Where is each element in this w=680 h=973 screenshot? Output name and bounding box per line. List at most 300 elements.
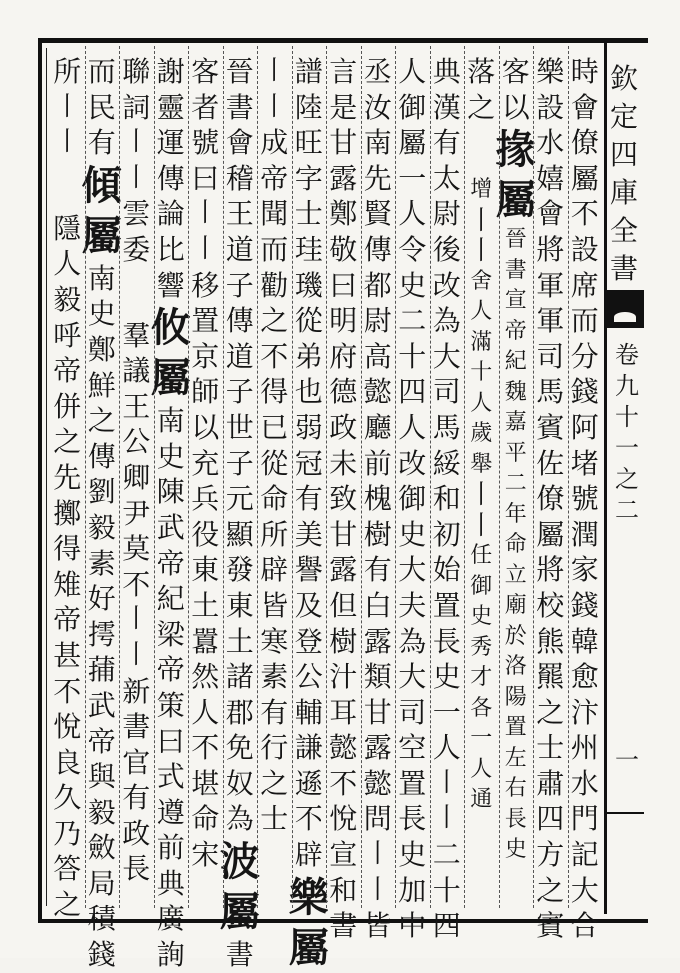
char: 樂 — [536, 55, 565, 88]
char: 併 — [53, 389, 82, 423]
char: 稽 — [225, 161, 254, 195]
char: 校 — [536, 588, 565, 622]
char: 一 — [432, 695, 461, 729]
char: 錢 — [570, 588, 599, 622]
char: 武 — [156, 510, 185, 544]
char: 之 — [467, 90, 496, 124]
char: 謙 — [294, 731, 323, 765]
char: 御 — [398, 482, 427, 516]
char: 乃 — [53, 816, 82, 850]
char: 不 — [53, 674, 82, 708]
char: 為 — [398, 624, 427, 658]
char: 子 — [225, 375, 254, 409]
char: 落 — [467, 55, 496, 88]
fish-tail-mark — [606, 290, 644, 328]
char: 屬 — [288, 923, 329, 971]
char: 甘 — [329, 126, 358, 160]
char: 晉 — [504, 227, 527, 253]
char: 軍 — [536, 268, 565, 302]
char: 樂 — [288, 873, 329, 921]
char: 隱 — [53, 211, 82, 245]
column-rule — [430, 46, 431, 908]
char: 擲 — [53, 496, 82, 530]
char: 但 — [329, 588, 358, 622]
char: 曰 — [329, 268, 358, 302]
char: 士 — [536, 731, 565, 765]
char: 雉 — [53, 567, 82, 601]
char: 王 — [225, 197, 254, 231]
char: 鄭 — [87, 332, 116, 366]
char: 家 — [570, 553, 599, 587]
char: 元 — [225, 482, 254, 516]
char: 王 — [122, 389, 151, 423]
char: 為 — [432, 304, 461, 338]
char: 汝 — [363, 90, 392, 124]
char: 傳 — [87, 439, 116, 473]
char: 與 — [87, 760, 116, 794]
char: 之 — [260, 766, 289, 800]
char: 斂 — [87, 831, 116, 865]
char: 所 — [53, 55, 82, 88]
char: 東 — [225, 588, 254, 622]
char: 致 — [329, 482, 358, 516]
char: 敬 — [329, 232, 358, 266]
char: 客 — [191, 55, 220, 88]
char: 比 — [156, 232, 185, 266]
char: 好 — [87, 582, 116, 616]
char: 而 — [570, 304, 599, 338]
char: 人 — [432, 731, 461, 765]
char: 謝 — [156, 55, 185, 88]
char: 所 — [260, 517, 289, 551]
char: 字 — [294, 161, 323, 195]
char: 平 — [504, 440, 527, 466]
char: 設 — [536, 90, 565, 124]
char: 有 — [122, 781, 151, 815]
char: 人 — [398, 55, 427, 88]
char: 宋 — [191, 838, 220, 872]
char: 遵 — [156, 795, 185, 829]
char: 置 — [504, 715, 527, 741]
char: 史 — [87, 297, 116, 331]
char: 水 — [536, 126, 565, 160]
char: 府 — [329, 339, 358, 373]
char: 囂 — [191, 624, 220, 658]
char: 行 — [260, 731, 289, 765]
char: 發 — [225, 553, 254, 587]
char: 十 — [432, 873, 461, 907]
column-rule — [361, 46, 362, 908]
column-rule — [499, 46, 500, 908]
char: 式 — [156, 760, 185, 794]
char: 四 — [536, 802, 565, 836]
char: 掾 — [495, 126, 536, 174]
char: 廳 — [363, 410, 392, 444]
char: 帝 — [260, 161, 289, 195]
char: 中 — [398, 909, 427, 943]
char: 屬 — [398, 126, 427, 160]
char: 曰 — [156, 724, 185, 758]
column-rule — [533, 46, 534, 908]
char: 方 — [536, 838, 565, 872]
char: 賢 — [363, 197, 392, 231]
char: 皆 — [363, 909, 392, 943]
char: 汁 — [329, 660, 358, 694]
char: 得 — [53, 532, 82, 566]
column-rule — [188, 46, 189, 908]
char: 陳 — [156, 475, 185, 509]
char: 京 — [191, 339, 220, 373]
char: 四 — [398, 375, 427, 409]
char: 傳 — [225, 304, 254, 338]
char: 加 — [398, 873, 427, 907]
char: 將 — [536, 232, 565, 266]
char: 號 — [570, 482, 599, 516]
char: 答 — [53, 852, 82, 886]
char: 二 — [398, 304, 427, 338]
char: 屬 — [536, 517, 565, 551]
title-char: 四 — [609, 138, 638, 171]
char: 登 — [294, 624, 323, 658]
char: 人 — [398, 197, 427, 231]
char: 傳 — [363, 232, 392, 266]
char: 積 — [87, 902, 116, 936]
char: 尉 — [432, 197, 461, 231]
char: 有 — [294, 482, 323, 516]
char: 魏 — [504, 379, 527, 405]
char: 屬 — [570, 161, 599, 195]
char: 史 — [156, 439, 185, 473]
char: 諸 — [225, 660, 254, 694]
char: 史 — [398, 517, 427, 551]
char: 二 — [504, 471, 527, 497]
char: 始 — [432, 553, 461, 587]
column-rule — [464, 46, 465, 908]
char: 南 — [87, 261, 116, 295]
char: 熊 — [536, 624, 565, 658]
char: 良 — [53, 745, 82, 779]
column-rule — [223, 46, 224, 908]
char: 攸 — [150, 304, 191, 352]
char: 高 — [363, 339, 392, 373]
char: 甚 — [53, 638, 82, 672]
char: 丨 — [192, 198, 219, 229]
char: 門 — [570, 802, 599, 836]
char: 局 — [87, 866, 116, 900]
char: 不 — [329, 766, 358, 800]
char: 羣 — [122, 318, 151, 352]
char: 土 — [225, 624, 254, 658]
char: 東 — [191, 553, 220, 587]
char: 鄭 — [329, 197, 358, 231]
char: 武 — [87, 688, 116, 722]
char: 年 — [504, 501, 527, 527]
char: 馬 — [536, 375, 565, 409]
char: 耳 — [329, 695, 358, 729]
title-char: 全 — [609, 214, 638, 247]
char: 會 — [570, 90, 599, 124]
char: 汴 — [570, 695, 599, 729]
char: 書 — [504, 257, 527, 283]
char: 嬉 — [536, 161, 565, 195]
volume-char: 一 — [615, 434, 639, 462]
char: 士 — [260, 802, 289, 836]
char: 長 — [398, 802, 427, 836]
char: 從 — [294, 304, 323, 338]
char: 賓 — [536, 410, 565, 444]
char: 為 — [225, 802, 254, 836]
char: 和 — [432, 482, 461, 516]
char: 論 — [156, 197, 185, 231]
char: 任 — [470, 543, 493, 569]
char: 僚 — [570, 126, 599, 160]
char: 政 — [329, 410, 358, 444]
char: 帝 — [87, 724, 116, 758]
char: 策 — [156, 688, 185, 722]
char: 而 — [260, 232, 289, 266]
char: 新 — [122, 674, 151, 708]
char: 廣 — [156, 902, 185, 936]
char: 堪 — [191, 766, 220, 800]
char: 增 — [470, 177, 493, 203]
text-column — [45, 54, 89, 923]
char: 客 — [501, 55, 530, 88]
char: 有 — [363, 553, 392, 587]
char: 丨 — [123, 127, 150, 158]
column-rule — [292, 46, 293, 908]
char: 璣 — [294, 268, 323, 302]
char: 寒 — [260, 624, 289, 658]
char: 勸 — [260, 268, 289, 302]
char: 懿 — [363, 766, 392, 800]
book-title — [606, 60, 642, 288]
volume-char: 二 — [615, 496, 639, 524]
char: 樹 — [329, 624, 358, 658]
char: 波 — [219, 838, 260, 886]
char: 記 — [570, 838, 599, 872]
char: 不 — [191, 731, 220, 765]
char: 兵 — [191, 482, 220, 516]
char: 尉 — [363, 304, 392, 338]
char: 丨 — [261, 56, 288, 86]
char: 議 — [122, 354, 151, 388]
char: 都 — [363, 268, 392, 302]
column-rule — [257, 46, 258, 908]
char: 槐 — [363, 482, 392, 516]
char: 時 — [570, 55, 599, 88]
char: 史 — [398, 838, 427, 872]
column-rule — [119, 46, 120, 908]
char: 命 — [191, 802, 220, 836]
char: 道 — [225, 339, 254, 373]
char: 晉 — [225, 55, 254, 88]
char: 帝 — [156, 653, 185, 687]
char: 空 — [398, 731, 427, 765]
char: 辟 — [294, 838, 323, 872]
char: 丨 — [468, 510, 495, 541]
char: 席 — [570, 268, 599, 302]
char: 號 — [191, 126, 220, 160]
char: 珪 — [294, 232, 323, 266]
volume-char: 卷 — [615, 341, 639, 369]
char: 委 — [122, 232, 151, 266]
char: 滿 — [470, 329, 493, 355]
char: 大 — [398, 553, 427, 587]
char: 類 — [363, 660, 392, 694]
char: 史 — [470, 604, 493, 630]
char: 歲 — [470, 421, 493, 447]
char: 露 — [329, 161, 358, 195]
char: 會 — [225, 126, 254, 160]
char: 史 — [504, 837, 527, 863]
char: 四 — [432, 909, 461, 943]
char: 紀 — [156, 582, 185, 616]
char: 而 — [87, 55, 116, 88]
char: 公 — [294, 660, 323, 694]
char: 太 — [432, 161, 461, 195]
char: 丨 — [54, 91, 81, 122]
column-rule — [85, 46, 86, 908]
char: 尹 — [122, 496, 151, 530]
char: 典 — [432, 55, 461, 88]
char: 白 — [363, 588, 392, 622]
column-rule — [568, 46, 569, 908]
char: 大 — [398, 660, 427, 694]
char: 一 — [470, 726, 493, 752]
char: 丨 — [468, 236, 495, 267]
char: 遜 — [294, 766, 323, 800]
char: 十 — [470, 360, 493, 386]
char: 譽 — [294, 553, 323, 587]
char: 堵 — [570, 446, 599, 480]
char: 露 — [363, 624, 392, 658]
text-run — [218, 937, 262, 973]
char: 置 — [432, 588, 461, 622]
char: 右 — [504, 776, 527, 802]
char: 梁 — [156, 617, 185, 651]
char: 丨 — [54, 127, 81, 158]
char: 已 — [260, 410, 289, 444]
char: 丨 — [123, 639, 150, 670]
char: 靈 — [156, 90, 185, 124]
char: 屬 — [81, 211, 122, 259]
column-rule — [154, 46, 155, 908]
char: 毅 — [53, 282, 82, 316]
char: 置 — [191, 304, 220, 338]
char: 不 — [260, 339, 289, 373]
char: 長 — [432, 624, 461, 658]
volume-char: 之 — [615, 465, 639, 493]
char: 宣 — [504, 288, 527, 314]
char: 大 — [432, 339, 461, 373]
char: 丨 — [123, 604, 150, 635]
char: 世 — [225, 410, 254, 444]
char: 不 — [122, 567, 151, 601]
char: 韓 — [570, 624, 599, 658]
char: 初 — [432, 517, 461, 551]
char: 懿 — [329, 731, 358, 765]
char: 十 — [398, 339, 427, 373]
char: 輔 — [294, 695, 323, 729]
char: 州 — [570, 731, 599, 765]
char: 書 — [122, 710, 151, 744]
char: 命 — [504, 532, 527, 558]
char: 人 — [53, 247, 82, 281]
title-char: 庫 — [609, 176, 638, 209]
char: 公 — [122, 425, 151, 459]
char: 詞 — [122, 90, 151, 124]
char: 雲 — [122, 197, 151, 231]
char: 及 — [294, 588, 323, 622]
char: 令 — [398, 232, 427, 266]
char: 摴 — [87, 617, 116, 651]
char: 充 — [191, 446, 220, 480]
char: 人 — [470, 299, 493, 325]
char: 二 — [432, 838, 461, 872]
margin-tick — [604, 812, 644, 814]
char: 道 — [225, 232, 254, 266]
char: 丨 — [468, 480, 495, 511]
char: 宣 — [329, 838, 358, 872]
char: 未 — [329, 446, 358, 480]
column-rule — [395, 46, 396, 908]
char: 命 — [260, 482, 289, 516]
char: 之 — [536, 695, 565, 729]
char: 問 — [363, 802, 392, 836]
char: 弟 — [294, 339, 323, 373]
char: 露 — [329, 553, 358, 587]
char: 愈 — [570, 660, 599, 694]
char: 改 — [398, 446, 427, 480]
char: 鮮 — [87, 368, 116, 402]
char: 僚 — [536, 482, 565, 516]
char: 嘉 — [504, 410, 527, 436]
char: 人 — [191, 695, 220, 729]
char: 屬 — [495, 176, 536, 224]
char: 夫 — [398, 588, 427, 622]
char: 運 — [156, 126, 185, 160]
char: 移 — [191, 268, 220, 302]
char: 改 — [432, 268, 461, 302]
char: 書 — [225, 938, 254, 972]
char: 響 — [156, 268, 185, 302]
char: 悅 — [329, 802, 358, 836]
char: 也 — [294, 375, 323, 409]
char: 丨 — [433, 767, 460, 798]
char: 史 — [398, 268, 427, 302]
char: 置 — [398, 766, 427, 800]
char: 丨 — [364, 874, 391, 905]
char: 先 — [363, 161, 392, 195]
char: 役 — [191, 517, 220, 551]
char: 丞 — [363, 55, 392, 88]
char: 奴 — [225, 766, 254, 800]
char: 舉 — [470, 451, 493, 477]
char: 民 — [87, 90, 116, 124]
char: 立 — [504, 562, 527, 588]
char: 以 — [501, 90, 530, 124]
column-rule — [326, 46, 327, 908]
char: 甘 — [329, 517, 358, 551]
char: 免 — [225, 731, 254, 765]
char: 書 — [225, 90, 254, 124]
char: 郡 — [225, 695, 254, 729]
char: 會 — [536, 197, 565, 231]
char: 丨 — [433, 803, 460, 834]
char: 才 — [470, 665, 493, 691]
char: 甘 — [363, 695, 392, 729]
char: 後 — [432, 232, 461, 266]
